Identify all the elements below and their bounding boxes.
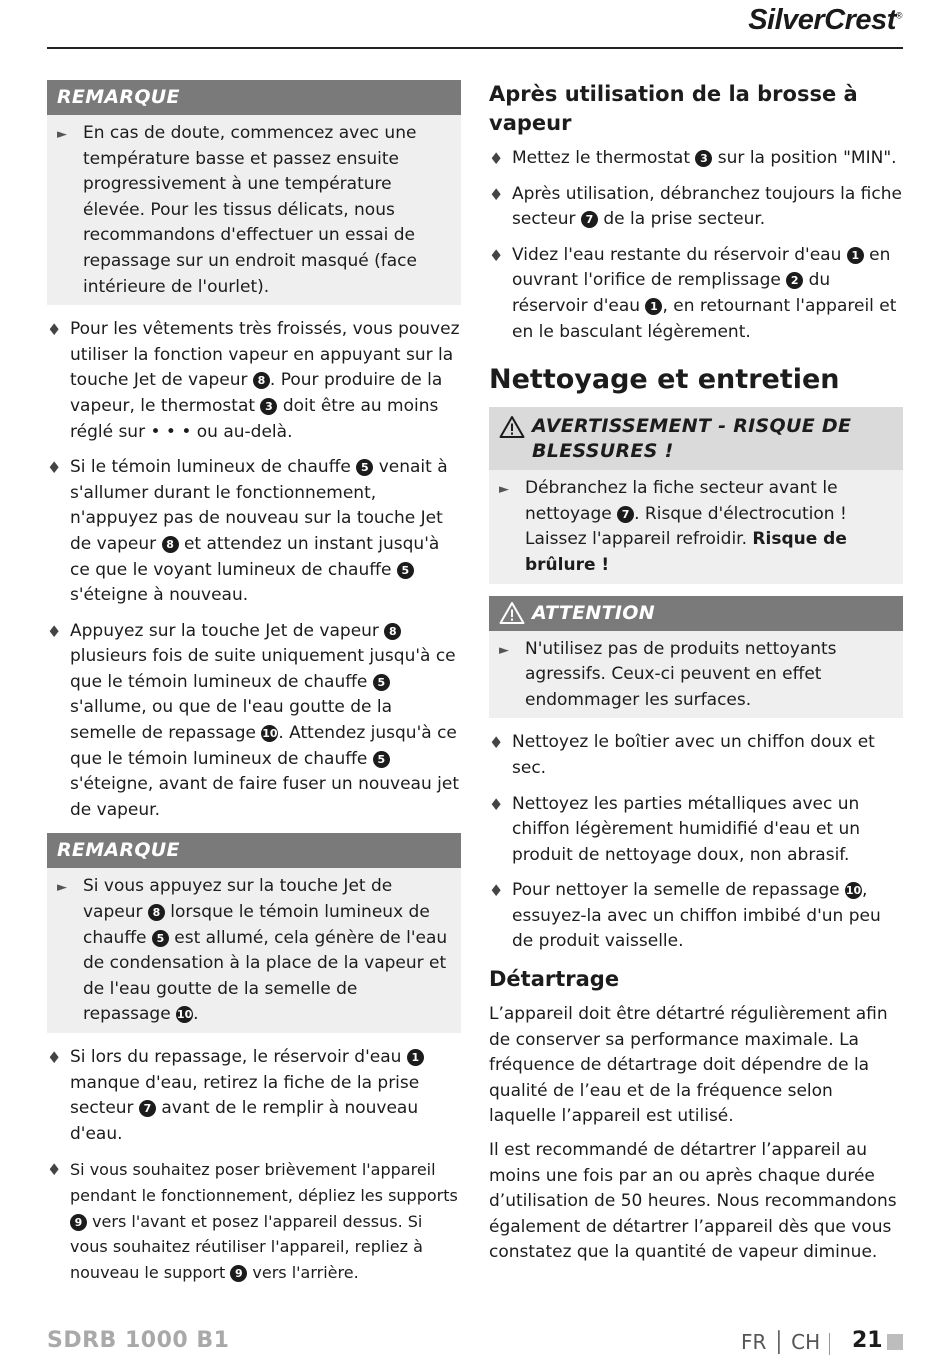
attention-box	[489, 596, 903, 719]
list-item: ♦ Si lors du repassage, le réservoir d'eau 1 manque d'eau, retirez la fiche de la prise secteur 7 avant de le remplir à nouveau d'eau.	[47, 1045, 461, 1147]
chapter-heading: Nettoyage et entretien	[489, 364, 840, 396]
warning-box: AVERTISSEMENT - RISQUE DE BLESSURES ! ► Débranchez la fiche secteur avant le nettoyage 7 . Risque d'électrocution ! Laissez l'appareil refroidir. Risque de brûlure !	[489, 407, 903, 583]
list-item: ♦ Après utilisation, débranchez toujours la fiche secteur 7 de la prise secteur.	[489, 182, 903, 233]
bullet-list	[489, 146, 903, 345]
diamond-icon: ♦	[47, 621, 62, 641]
ref-3: 3	[260, 398, 277, 415]
ref-7: 7	[617, 506, 634, 523]
diamond-icon: ♦	[489, 881, 504, 901]
ref-10: 10	[845, 884, 862, 898]
arrow-icon: ►	[57, 880, 67, 896]
list-item: ♦ Pour nettoyer la semelle de repassage 10, essuyez-la avec un chiffon imbibé d'un peu de produit vaisselle.	[489, 878, 903, 955]
arrow-icon: ►	[57, 127, 67, 142]
footer-language: FR │ CH	[741, 1330, 821, 1354]
ref-1: 1	[407, 1049, 424, 1066]
ref-1: 1	[645, 298, 662, 315]
ref-5: 5	[356, 459, 373, 476]
ref-10: 10	[262, 727, 278, 741]
page-number: 21	[852, 1328, 883, 1353]
diamond-icon: ♦	[489, 733, 504, 753]
ref-8: 8	[253, 372, 270, 389]
right-column	[489, 80, 903, 1274]
brand-logo: SilverCrest®	[748, 4, 902, 36]
list-item: ♦ Nettoyez le boîtier avec un chiffon doux et sec.	[489, 730, 903, 781]
footer-divider	[829, 1333, 830, 1355]
arrow-icon: ►	[499, 482, 509, 498]
list-item: ♦ Appuyez sur la touche Jet de vapeur 8 plusieurs fois de suite uniquement jusqu'à ce que le témoin lumineux de chauffe 5 s'allume, ou que de l'eau goutte de la semelle de repassage 10. Attendez jusqu'à ce que le témoin lumineux de chauffe 5 s'éteigne, avant de faire fuser un nouveau jet de vapeur.	[47, 619, 461, 824]
arrow-icon: ►	[499, 642, 509, 658]
list-item: ♦ Si le témoin lumineux de chauffe 5 venait à s'allumer durant le fonctionnement, n'appuyez pas de nouveau sur la touche Jet de vapeur 8 et attendez un instant jusqu'à ce que le voyant lumineux de chauffe 5 s'éteigne à nouveau.	[47, 455, 461, 609]
diamond-icon: ♦	[489, 245, 504, 265]
ref-2: 2	[786, 272, 803, 289]
diamond-icon: ♦	[47, 1160, 62, 1180]
note-text: En cas de doute, commencez avec une température basse et passez ensuite progressivement à une température élevée. Pour les tissus délicats, nous recommandons d'effectuer un essai de repassage sur un endroit masqué (face intérieure de l'ourlet).	[83, 123, 417, 297]
left-column	[47, 80, 461, 1295]
ref-5: 5	[373, 751, 390, 768]
warning-icon	[499, 415, 525, 439]
ref-9: 9	[70, 1214, 87, 1231]
list-item: ♦ Nettoyez les parties métalliques avec un chiffon légèrement humidifié d'eau et un produit de nettoyage doux, non abrasif.	[489, 792, 903, 869]
footer-model: SDRB 1000 B1	[47, 1328, 230, 1353]
attention-text: N'utilisez pas de produits nettoyants agressifs. Ceux-ci peuvent en effet endommager les surfaces.	[525, 638, 837, 710]
ref-8: 8	[148, 904, 165, 921]
note-title: REMARQUE	[47, 833, 461, 868]
bullet-list	[489, 730, 903, 955]
note-box	[47, 80, 461, 305]
footer-square-icon	[887, 1334, 903, 1350]
ref-5: 5	[397, 562, 414, 579]
list-item: ♦ Videz l'eau restante du réservoir d'eau 1 en ouvrant l'orifice de remplissage 2 du réservoir d'eau 1 , en retournant l'appareil et en le basculant légèrement.	[489, 243, 903, 345]
ref-9: 9	[230, 1265, 247, 1282]
ref-8: 8	[384, 623, 401, 640]
paragraph: L’appareil doit être détartré régulièrement afin de conserver sa performance maximale. La fréquence de détartrage doit dépendre de la qualité de l’eau et de la fréquence selon laquelle l’appareil est utilisé.	[489, 1004, 888, 1127]
section-heading: Détartrage	[489, 967, 620, 992]
ref-7: 7	[581, 211, 598, 228]
note-title: REMARQUE	[47, 80, 461, 115]
diamond-icon: ♦	[489, 149, 504, 168]
bullet-list	[47, 1045, 461, 1285]
warning-title: AVERTISSEMENT - RISQUE DE BLESSURES !	[532, 415, 852, 463]
warning-icon	[499, 601, 525, 625]
header-divider	[47, 47, 903, 49]
diamond-icon: ♦	[47, 320, 62, 340]
list-item: ♦ Si vous souhaitez poser brièvement l'appareil pendant le fonctionnement, dépliez les supports 9 vers l'avant et posez l'appareil dessus. Si vous souhaitez réutiliser l'appareil, repliez à nouveau le support 9 vers l'arrière.	[47, 1157, 461, 1285]
ref-7: 7	[139, 1100, 156, 1117]
ref-5: 5	[152, 930, 169, 947]
diamond-icon: ♦	[47, 458, 62, 478]
ref-5: 5	[373, 674, 390, 691]
diamond-icon: ♦	[489, 794, 504, 814]
ref-1: 1	[847, 247, 864, 264]
list-item: ♦ Pour les vêtements très froissés, vous pouvez utiliser la fonction vapeur en appuyant sur la touche Jet de vapeur 8 . Pour produire de la vapeur, le thermostat 3 doit être au moins réglé sur • • • ou au-delà.	[47, 317, 461, 445]
diamond-icon: ♦	[47, 1048, 62, 1067]
attention-title: ATTENTION	[532, 601, 655, 624]
ref-10: 10	[176, 1008, 193, 1022]
bullet-list	[47, 317, 461, 823]
ref-8: 8	[162, 536, 179, 553]
ref-3: 3	[695, 150, 712, 167]
note-box: REMARQUE ► Si vous appuyez sur la touche Jet de vapeur 8 lorsque le témoin lumineux de chauffe 5 est allumé, cela génère de l'eau de condensation à la place de la vapeur et de l'eau goutte de la semelle de repassage 10.	[47, 833, 461, 1033]
diamond-icon: ♦	[489, 184, 504, 204]
paragraph: Il est recommandé de détartrer l’appareil au moins une fois par an ou après chaque durée d’utilisation de 50 heures. Nous recommandons également de détartrer l’appareil dès que vous constatez que la quantité de vapeur diminue.	[489, 1140, 897, 1263]
section-heading: Après utilisation de la brosse à vapeur	[489, 82, 858, 135]
list-item: ♦ Mettez le thermostat 3 sur la position "MIN".	[489, 146, 903, 172]
